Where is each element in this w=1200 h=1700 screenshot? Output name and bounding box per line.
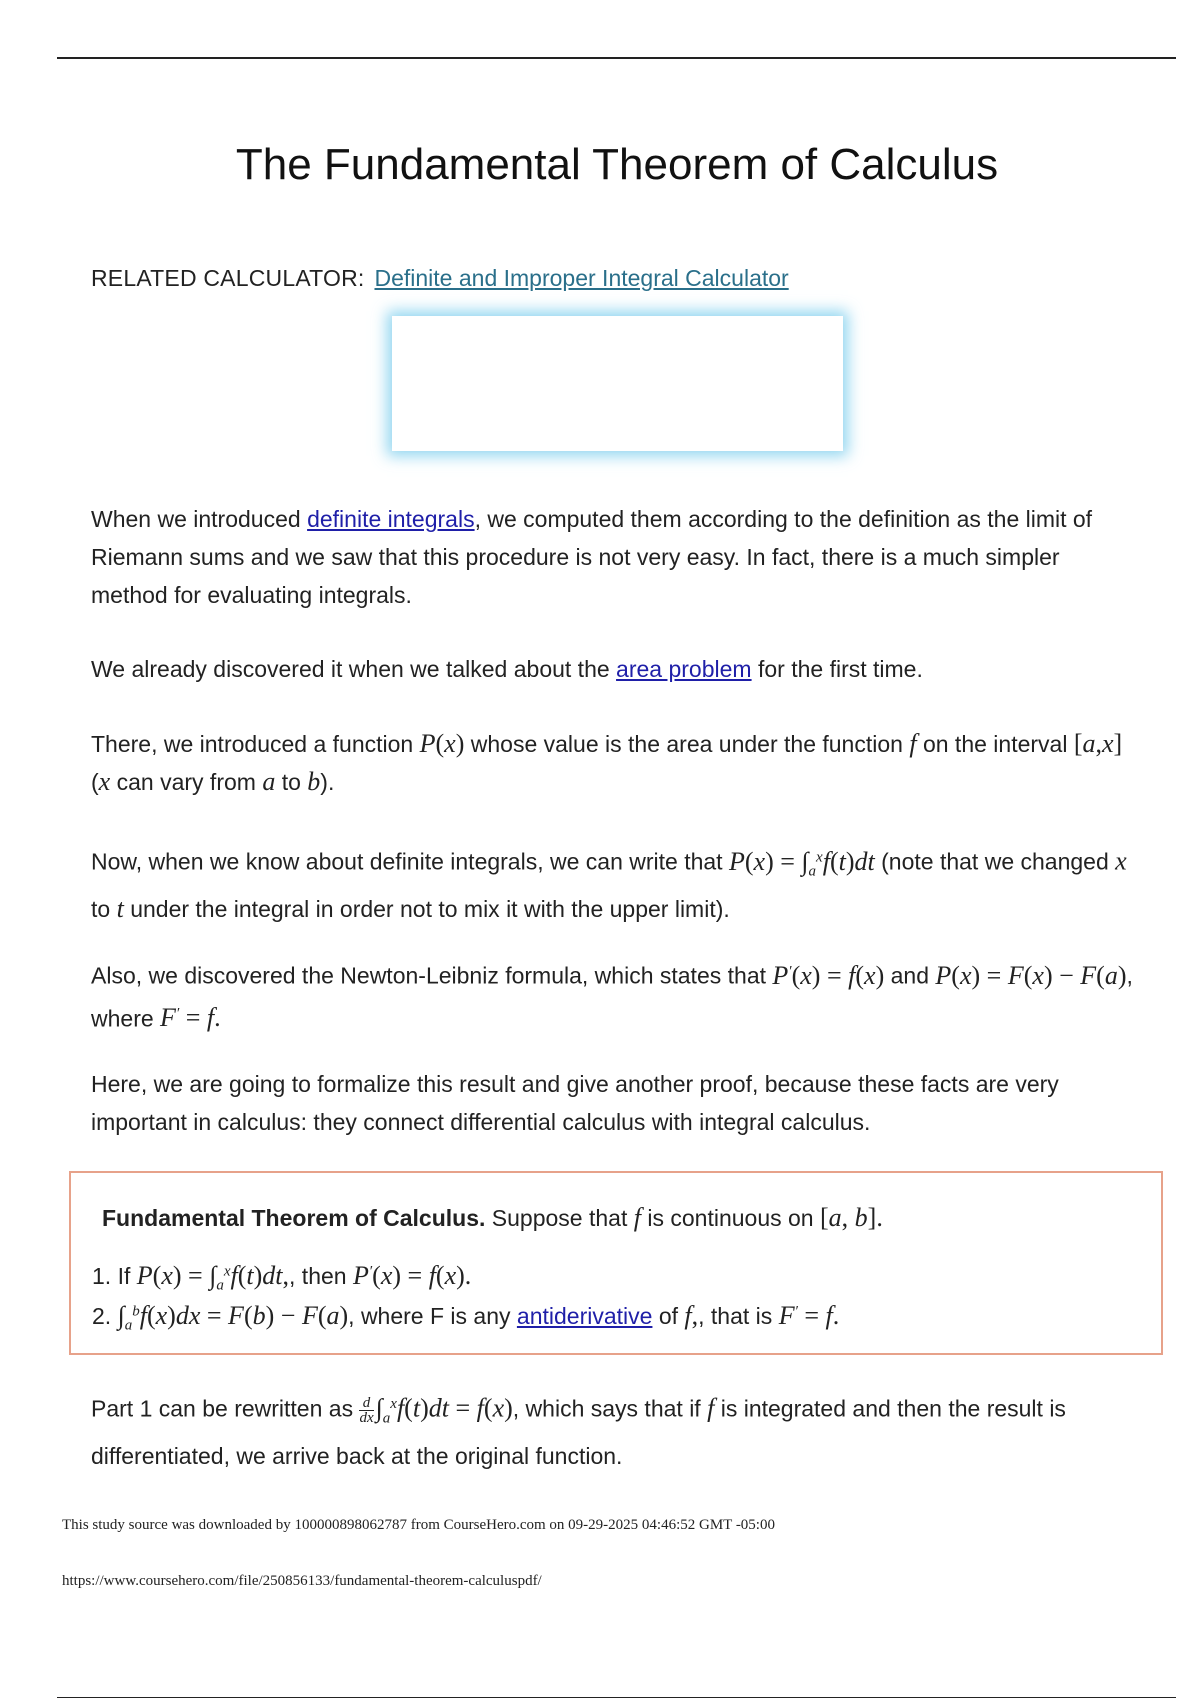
math-d-dx: $\frac{d}{dx}$ [359, 1395, 374, 1427]
text: Also, we discovered the Newton-Leibniz formula, which states that [91, 962, 773, 989]
ad-placeholder [392, 316, 843, 451]
text: 1. If [92, 1263, 137, 1289]
antiderivative-link[interactable]: antiderivative [516, 1303, 653, 1329]
math-p-of-x: P [419, 729, 436, 758]
text: to [275, 769, 308, 795]
text: for the first time. [751, 656, 923, 682]
text: is integrated and then the result is differentiated, we arrive back at the original function. [91, 1395, 1066, 1470]
paragraph-newton-leibniz [91, 952, 1141, 1037]
math-f: f [909, 729, 917, 758]
top-rule [57, 57, 1176, 59]
footer-source: This study source was downloaded by 100000898062787 from CourseHero.com on 09-29-2025 04:46:52 GMT -05:00 [62, 1517, 775, 1533]
theorem-item-2: 2. $\int_a^bf(x)dx = F(b) - F(a)$, where F is any antiderivative of f,, that is F′ = f. [92, 1301, 840, 1334]
text: Now, when we know about definite integrals, we can write that [91, 848, 729, 875]
text: 2. [92, 1303, 118, 1329]
math-p-prime: P′(x) = f(x) [772, 960, 885, 990]
math-p-equals-integral: $P(x) = \int_a^xf(t)dt$ [728, 846, 875, 880]
text: on the interval [916, 731, 1074, 757]
text: (note that we changed [874, 848, 1116, 875]
text: is continuous on [640, 1205, 820, 1231]
text: , where [91, 962, 1133, 1032]
paragraph-definite-integral: Now, when we know about definite integrals, we can write that $P(x) = \int_a^xf(t)dt$ (note that we changed x to t under the integral in order not to mix it with the upper limit). [91, 846, 1127, 924]
theorem-heading: Fundamental Theorem of Calculus. Suppose that f is continuous on [a, b]. [102, 1203, 883, 1232]
area-problem-link[interactable]: area problem [616, 656, 752, 682]
bottom-rule [57, 1697, 1176, 1698]
paragraph-area-problem [91, 650, 1141, 688]
related-calculator-link[interactable]: Definite and Improper Integral Calculator [374, 265, 789, 291]
text: Suppose that [485, 1205, 634, 1231]
text: Part 1 can be rewritten as [91, 1395, 360, 1422]
paragraph-formalize: Here, we are going to formalize this result and give another proof, because these facts are very important in calculus: they connect differential calculus with integral calculus. [91, 1071, 1059, 1135]
text: There, we introduced a function [91, 731, 420, 757]
paragraph-part-1: Part 1 can be rewritten as $\frac{d}{dx}$ $\int_a^xf(t)dt = f(x)$, which says that if f is integrated and then the result is differentiated, we arrive back at the original function. [91, 1393, 1066, 1470]
theorem-name: Fundamental Theorem of Calculus. [102, 1205, 486, 1231]
paragraph-intro [91, 500, 1141, 614]
related-calculator-label: RELATED CALCULATOR: [91, 265, 365, 291]
text: to [91, 896, 117, 923]
footer-url: https://www.coursehero.com/file/250856133/fundamental-theorem-calculuspdf/ [62, 1573, 542, 1589]
text: , we computed them according to the definition as the limit of Riemann sums and we saw that this procedure is not very easy. In fact, there is a much simpler method for evaluating integrals. [91, 506, 1093, 608]
text: , where F is any [348, 1303, 517, 1329]
text: , that is [698, 1303, 779, 1329]
paragraph-function-p: There, we introduced a function P(x) whose value is the area under the function f on the interval [a,x] (x can vary from a to b). [91, 729, 1123, 796]
related-calculator [91, 265, 789, 292]
text: , then [289, 1263, 353, 1289]
text: We already discovered it when we talked about the [91, 656, 617, 682]
text: of [652, 1303, 685, 1329]
theorem-box [69, 1171, 1163, 1355]
text: ). [320, 769, 335, 795]
page-title: The Fundamental Theorem of Calculus [235, 140, 999, 189]
math-p-equals-diff: P(x) = F(x) − F(a) [935, 960, 1127, 990]
math-f-prime: F′ = f. [160, 1003, 221, 1033]
text: When we introduced [91, 506, 308, 532]
text: ( [91, 769, 99, 795]
theorem-item-1: 1. If $P(x) = \int_a^xf(t)dt$,, then P′(x) = f(x). [92, 1261, 472, 1294]
text: under the integral in order not to mix it with the upper limit). [123, 896, 730, 923]
text: can vary from [110, 769, 263, 795]
text: and [884, 962, 936, 989]
text: , which says that if [512, 1395, 708, 1422]
text: whose value is the area under the function [464, 731, 910, 757]
math-interval: [a,x] [1073, 729, 1123, 758]
definite-integrals-link[interactable]: definite integrals [307, 506, 475, 532]
